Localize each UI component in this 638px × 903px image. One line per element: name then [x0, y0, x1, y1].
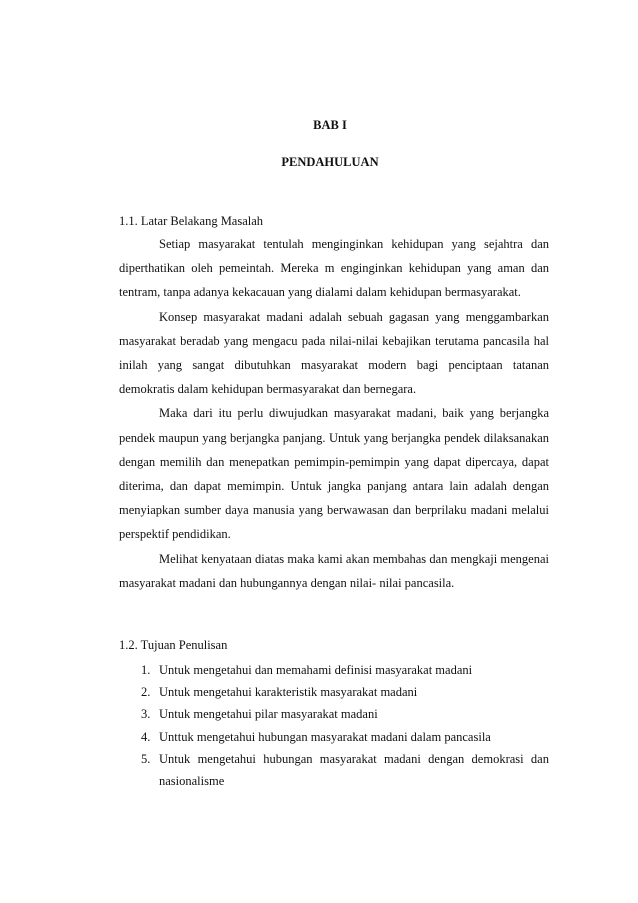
- list-item-number: 2.: [141, 685, 151, 700]
- list-item-number: 1.: [141, 663, 151, 677]
- list-item-number: 5.: [141, 751, 151, 766]
- chapter-number: BAB I: [313, 118, 347, 132]
- section-heading-background: 1.1. Latar Belakang Masalah: [119, 214, 264, 228]
- objectives-list: [119, 659, 549, 792]
- paragraph: Konsep masyarakat madani adalah sebuah gagasan yang menggambarkan masyarakat beradab yang mengacu pada nilai-nilai kebajikan terutama pancasila hal inilah yang sangat dibutuhkan masyarakat modern bagi penciptaan tatanan demokratis dalam kehidupan bermasyarakat dan bernegara.: [119, 309, 549, 397]
- section-objectives: [119, 634, 549, 792]
- list-item-text: Untuk mengetahui pilar masyarakat madani: [159, 707, 378, 722]
- section-background: [119, 210, 549, 595]
- paragraph: Setiap masyarakat tentulah menginginkan kehidupan yang sejahtra dan diperthatikan oleh pemeintah. Mereka m enginginkan kehidupan yang aman dan tentram, tanpa adanya kekacauan yang dialami dalam kehidupan bermasyarakat.: [119, 237, 549, 300]
- list-item-text: Untuk mengetahui karakteristik masyarakat madani: [159, 685, 418, 700]
- list-item: [119, 703, 549, 725]
- paragraph: Maka dari itu perlu diwujudkan masyarakat madani, baik yang berjangka pendek maupun yang berjangka panjang. Untuk yang berjangka pendek dilaksanakan dengan memilih dan menepatkan pemimpin-pemimpin yang dapat dipercaya, dapat diterima, dan dapat memimpin. Untuk jangka panjang antara lain adalah dengan menyiapkan sumber daya manusia yang berwawasan dan berprilaku madani melalui perspektif pendidikan.: [119, 406, 549, 542]
- list-item: [119, 659, 549, 681]
- chapter-title: PENDAHULUAN: [281, 155, 379, 169]
- list-item: [119, 681, 549, 703]
- list-item-text: Untuk mengetahui hubungan masyarakat madani dengan demokrasi dan nasionalisme: [159, 751, 549, 789]
- section-heading-objectives: 1.2. Tujuan Penulisan: [119, 638, 228, 652]
- list-item-number: 3.: [141, 707, 151, 722]
- list-item-text: Untuk mengetahui dan memahami definisi masyarakat madani: [159, 663, 473, 677]
- list-item: [119, 748, 549, 792]
- list-item-text: Unttuk mengetahui hubungan masyarakat madani dalam pancasila: [159, 729, 491, 744]
- list-item-number: 4.: [141, 729, 151, 744]
- paragraph: Melihat kenyataan diatas maka kami akan membahas dan mengkaji mengenai masyarakat madani dan hubungannya dengan nilai- nilai pancasila.: [119, 551, 549, 590]
- list-item: [119, 726, 549, 748]
